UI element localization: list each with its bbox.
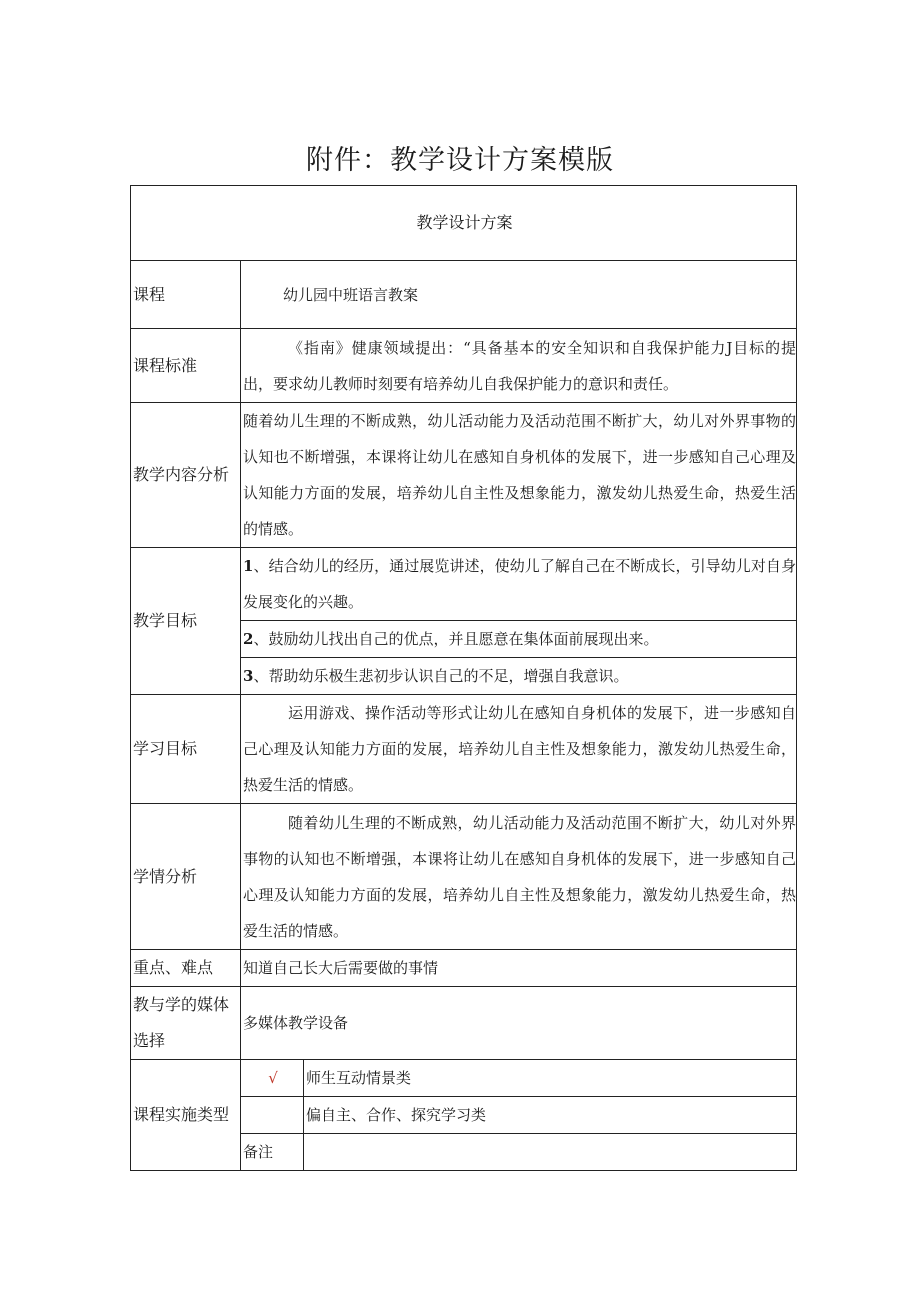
implementation-option-2-cell: [304, 1097, 797, 1134]
teaching-goal-3-text: 、帮助幼乐极生悲初步认识自己的不足，增强自我意识。: [253, 667, 629, 685]
table-heading: 教学设计方案: [131, 186, 797, 261]
standard-row: [131, 329, 797, 403]
media-cell: [241, 987, 797, 1060]
learning-goals-cell: [241, 695, 797, 804]
course-row: [131, 261, 797, 329]
table-heading-row: [131, 186, 797, 261]
content-analysis-row: [131, 403, 797, 548]
media-value: 多媒体教学设备: [243, 1014, 349, 1032]
teaching-goal-1-number: 1: [243, 557, 254, 575]
content-analysis-label: 教学内容分析: [131, 403, 241, 548]
learning-goals-row: [131, 695, 797, 804]
implementation-option-1-cell: [304, 1060, 797, 1097]
implementation-option-1-check: √: [241, 1060, 304, 1097]
implementation-row-1: [131, 1060, 797, 1097]
standard-value-cell: [241, 329, 797, 403]
teaching-goal-2-cell: [241, 621, 797, 658]
key-points-cell: [241, 950, 797, 987]
key-points-label: 重点、难点: [131, 950, 241, 987]
key-points-row: [131, 950, 797, 987]
implementation-option-2-check: [241, 1097, 304, 1134]
implementation-option-2-text: 偏自主、合作、探究学习类: [306, 1106, 487, 1124]
key-points-value: 知道自己长大后需要做的事情: [243, 959, 439, 977]
implementation-option-1-text: 师生互动情景类: [306, 1069, 412, 1087]
standard-label: 课程标准: [131, 329, 241, 403]
teaching-goal-1-cell: [241, 548, 797, 621]
teaching-goal-2-number: 2: [243, 630, 254, 648]
teaching-goals-label: 教学目标: [131, 548, 241, 695]
document-title: 附件：教学设计方案模版: [306, 145, 614, 176]
learning-goals-label: 学习目标: [131, 695, 241, 804]
teaching-goal-3-cell: [241, 658, 797, 695]
teaching-goal-row-1: [131, 548, 797, 621]
teaching-plan-table: [130, 185, 797, 1171]
teaching-goal-1-text: 、结合幼儿的经历，通过展览讲述，使幼儿了解自己在不断成长，引导幼儿对自身发展变化的兴趣。: [243, 557, 797, 611]
learner-analysis-value: 随着幼儿生理的不断成熟，幼儿活动能力及活动范围不断扩大，幼儿对外界事物的认知也不断增强，本课将让幼儿在感知自身机体的发展下，进一步感知自己心理及认知能力方面的发展，培养幼儿自主性及想象能力，激发幼儿热爱生命，热爱生活的情感。: [243, 813, 797, 940]
media-label: 教与学的媒体选择: [131, 987, 241, 1060]
teaching-goal-1: [243, 548, 796, 620]
teaching-goal-2: [243, 630, 658, 648]
standard-value: 《指南》健康领域提出：“具备基本的安全知识和自我保护能力J目标的提出，要求幼儿教师时刻要有培养幼儿自我保护能力的意识和责任。: [243, 338, 797, 393]
course-value: 幼儿园中班语言教案: [283, 285, 419, 304]
implementation-label: 课程实施类型: [131, 1060, 241, 1171]
learner-analysis-row: [131, 804, 797, 950]
course-value-cell: [241, 261, 797, 329]
media-row: [131, 987, 797, 1060]
learning-goals-value: 运用游戏、操作活动等形式让幼儿在感知自身机体的发展下，进一步感知自己心理及认知能力方面的发展，培养幼儿自主性及想象能力，激发幼儿热爱生命，热爱生活的情感。: [243, 704, 797, 794]
teaching-goal-3: [243, 667, 628, 685]
content-analysis-cell: [241, 403, 797, 548]
teaching-goal-2-text: 、鼓励幼儿找出自己的优点，并且愿意在集体面前展现出来。: [253, 630, 659, 648]
learner-analysis-label: 学情分析: [131, 804, 241, 950]
content-analysis-value: 随着幼儿生理的不断成熟，幼儿活动能力及活动范围不断扩大，幼儿对外界事物的认知也不断增强，本课将让幼儿在感知自身机体的发展下，进一步感知自己心理及认知能力方面的发展，培养幼儿自主性及想象能力，激发幼儿热爱生命，热爱生活的情感。: [243, 412, 797, 538]
course-label: 课程: [131, 261, 241, 329]
remark-label: 备注: [241, 1134, 304, 1171]
remark-value: [304, 1134, 797, 1171]
learner-analysis-cell: [241, 804, 797, 950]
teaching-goal-3-number: 3: [243, 667, 254, 685]
